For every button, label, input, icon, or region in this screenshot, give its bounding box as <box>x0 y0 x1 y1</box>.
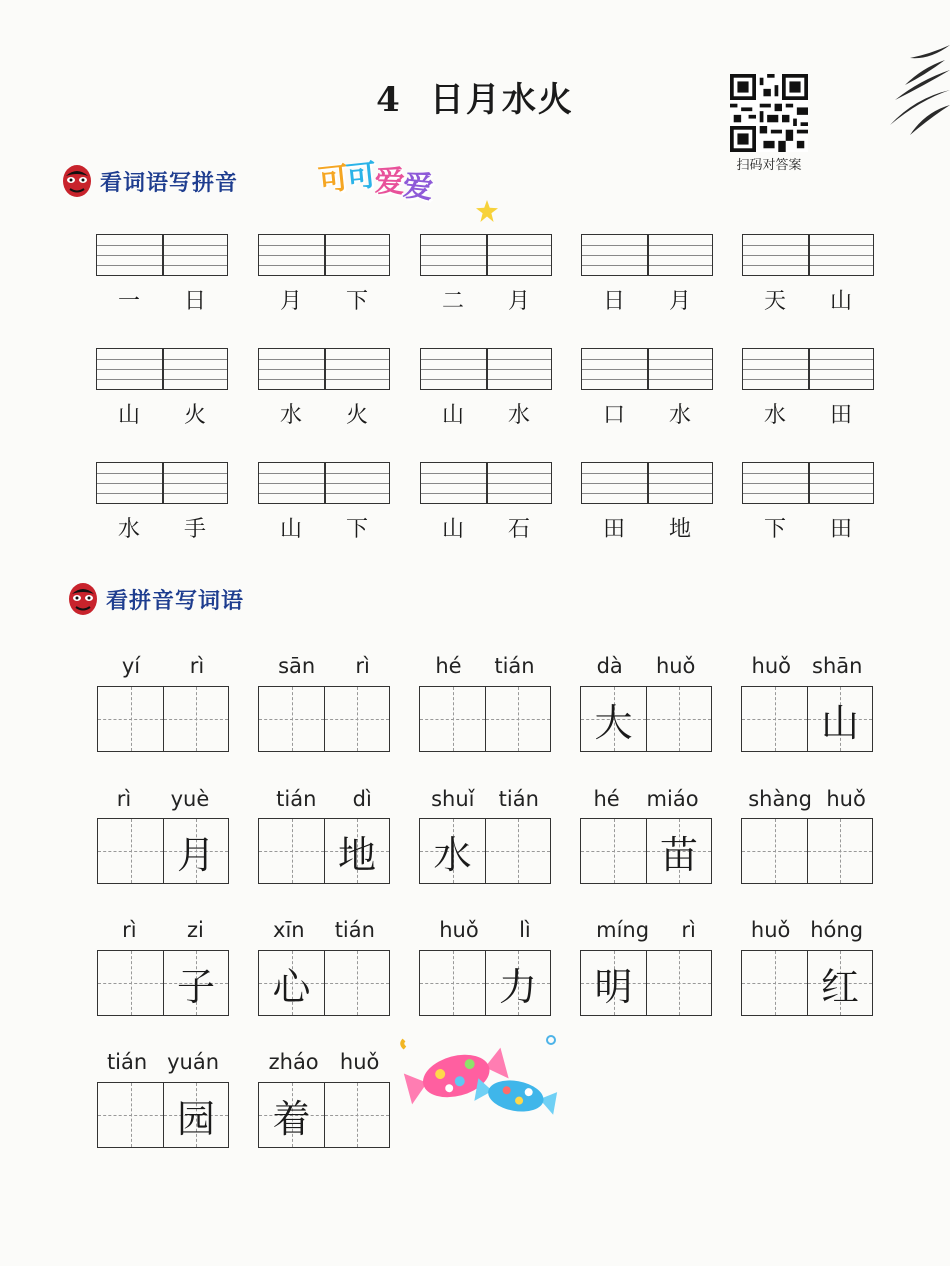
given-character <box>486 819 550 883</box>
pinyin-syllable: tián <box>494 654 535 678</box>
lesson-title: 日月水火 <box>429 80 574 120</box>
sticker-char: 爱 <box>374 164 404 200</box>
character-writing-grid <box>419 818 551 884</box>
pinyin-syllable: rì <box>116 787 132 811</box>
writing-cell[interactable] <box>420 819 485 883</box>
given-character <box>581 819 646 883</box>
writing-cell[interactable] <box>485 687 550 751</box>
word-char: 月 <box>279 289 302 314</box>
given-character <box>420 951 485 1015</box>
word-char: 日 <box>183 289 206 314</box>
writing-cell[interactable] <box>324 687 389 751</box>
pinyin-prompt <box>580 918 712 942</box>
word-char: 山 <box>117 403 140 428</box>
word-prompt <box>420 284 552 315</box>
character-writing-grid <box>258 818 390 884</box>
pinyin-prompt <box>258 787 390 811</box>
pinyin-answer-box[interactable] <box>96 462 228 504</box>
pinyin-syllable: yuè <box>170 787 210 811</box>
box-divider <box>647 235 649 275</box>
word-char: 地 <box>668 517 691 542</box>
given-character <box>325 1083 389 1147</box>
pinyin-syllable: huǒ <box>826 787 866 811</box>
sticker-char: 可 <box>316 161 349 199</box>
given-character: 心 <box>272 964 311 1009</box>
bamboo-leaves-icon <box>880 40 950 140</box>
pinyin-syllable: huǒ <box>339 1050 380 1074</box>
writing-cell[interactable] <box>98 1083 163 1147</box>
pinyin-syllable: huǒ <box>751 654 791 678</box>
star-icon <box>476 200 498 222</box>
box-divider <box>162 235 164 275</box>
box-divider <box>486 463 488 503</box>
pinyin-syllable: shuǐ <box>431 787 475 811</box>
box-divider <box>486 235 488 275</box>
pinyin-prompt <box>97 787 229 811</box>
character-writing-grid <box>741 818 873 884</box>
word-char: 水 <box>668 403 691 428</box>
pinyin-syllable: rì <box>122 918 137 942</box>
box-divider <box>162 349 164 389</box>
character-writing-grid <box>97 950 229 1016</box>
pinyin-syllable: hé <box>593 787 620 811</box>
pinyin-syllable: zháo <box>268 1050 319 1074</box>
pinyin-prompt <box>258 1050 390 1074</box>
given-character <box>259 687 324 751</box>
opera-mask-icon <box>68 582 98 616</box>
character-writing-grid <box>258 1082 390 1148</box>
word-char: 水 <box>279 403 302 428</box>
pinyin-answer-box[interactable] <box>96 348 228 390</box>
word-char: 手 <box>183 517 206 542</box>
word-char: 田 <box>602 517 625 542</box>
box-divider <box>324 463 326 503</box>
box-divider <box>162 463 164 503</box>
pinyin-syllable: hóng <box>810 918 864 942</box>
pinyin-syllable: rì <box>189 654 205 678</box>
writing-cell[interactable] <box>807 819 872 883</box>
sticker-char: 爱 <box>401 168 433 206</box>
pinyin-answer-box[interactable] <box>420 234 552 276</box>
box-divider <box>808 463 810 503</box>
word-prompt <box>742 398 874 429</box>
pinyin-answer-box[interactable] <box>258 348 390 390</box>
pinyin-prompt <box>97 654 229 678</box>
pinyin-answer-box[interactable] <box>581 462 713 504</box>
character-writing-grid <box>97 686 229 752</box>
sticker-cute <box>316 144 433 206</box>
word-prompt <box>258 512 390 543</box>
character-writing-grid <box>258 686 390 752</box>
word-prompt <box>258 284 390 315</box>
word-char: 天 <box>763 289 786 314</box>
section-label: 看词语写拼音 <box>100 170 239 196</box>
pinyin-syllable: míng <box>596 918 650 942</box>
section-label: 看拼音写词语 <box>106 588 245 614</box>
box-divider <box>324 349 326 389</box>
writing-cell[interactable] <box>324 819 389 883</box>
candy-icon <box>396 1030 561 1120</box>
given-character: 红 <box>820 964 859 1009</box>
word-prompt <box>581 398 713 429</box>
writing-cell[interactable] <box>420 687 485 751</box>
box-divider <box>486 349 488 389</box>
pinyin-prompt <box>258 918 390 942</box>
pinyin-answer-box[interactable] <box>420 348 552 390</box>
pinyin-syllable: rì <box>355 654 370 678</box>
given-character <box>259 819 324 883</box>
pinyin-syllable: huǒ <box>439 918 479 942</box>
word-char: 水 <box>763 403 786 428</box>
word-prompt <box>96 398 228 429</box>
pinyin-prompt <box>419 918 551 942</box>
pinyin-answer-box[interactable] <box>742 462 874 504</box>
character-writing-grid <box>419 686 551 752</box>
writing-cell[interactable] <box>742 687 807 751</box>
given-character: 苗 <box>659 832 698 877</box>
pinyin-prompt <box>741 654 873 678</box>
word-char: 日 <box>602 289 625 314</box>
given-character <box>164 687 228 751</box>
writing-cell[interactable] <box>259 819 324 883</box>
writing-cell[interactable] <box>485 951 550 1015</box>
pinyin-answer-box[interactable] <box>742 348 874 390</box>
pinyin-syllable: yí <box>121 654 141 678</box>
word-char: 火 <box>345 403 368 428</box>
pinyin-syllable: tián <box>498 787 539 811</box>
pinyin-prompt <box>419 787 551 811</box>
pinyin-prompt <box>741 787 873 811</box>
pinyin-prompt <box>580 787 712 811</box>
character-writing-grid <box>741 686 873 752</box>
pinyin-syllable: rì <box>681 918 696 942</box>
word-prompt <box>420 398 552 429</box>
writing-cell[interactable] <box>259 687 324 751</box>
writing-cell[interactable] <box>163 1083 228 1147</box>
given-character <box>742 819 807 883</box>
word-prompt <box>420 512 552 543</box>
box-divider <box>808 235 810 275</box>
word-char: 山 <box>279 517 302 542</box>
given-character: 大 <box>594 700 633 745</box>
pinyin-syllable: lì <box>519 918 531 942</box>
given-character <box>742 687 807 751</box>
opera-mask-icon <box>62 164 92 198</box>
word-char: 下 <box>345 517 368 542</box>
writing-cell[interactable] <box>163 687 228 751</box>
given-character <box>742 951 807 1015</box>
writing-cell[interactable] <box>98 819 163 883</box>
given-character <box>98 951 163 1015</box>
writing-cell[interactable] <box>259 1083 324 1147</box>
given-character <box>98 687 163 751</box>
pinyin-syllable: dà <box>596 654 623 678</box>
box-divider <box>647 463 649 503</box>
given-character <box>98 819 163 883</box>
word-char: 一 <box>117 289 140 314</box>
given-character <box>647 687 711 751</box>
writing-cell[interactable] <box>163 951 228 1015</box>
word-prompt <box>96 284 228 315</box>
pinyin-syllable: hé <box>435 654 462 678</box>
given-character: 着 <box>272 1096 311 1141</box>
writing-cell[interactable] <box>646 819 711 883</box>
character-writing-grid <box>258 950 390 1016</box>
writing-cell[interactable] <box>581 951 646 1015</box>
writing-cell[interactable] <box>742 951 807 1015</box>
pinyin-answer-box[interactable] <box>420 462 552 504</box>
word-prompt <box>258 398 390 429</box>
character-writing-grid <box>580 686 712 752</box>
writing-cell[interactable] <box>98 951 163 1015</box>
pinyin-syllable: shàng <box>748 787 812 811</box>
given-character: 明 <box>594 964 633 1009</box>
word-char: 下 <box>763 517 786 542</box>
word-char: 月 <box>507 289 530 314</box>
given-character: 地 <box>337 832 376 877</box>
word-prompt <box>581 284 713 315</box>
pinyin-syllable: zi <box>186 918 204 942</box>
box-divider <box>647 349 649 389</box>
character-writing-grid <box>97 818 229 884</box>
pinyin-prompt <box>419 654 551 678</box>
pinyin-prompt <box>258 654 390 678</box>
writing-cell[interactable] <box>807 687 872 751</box>
pinyin-answer-box[interactable] <box>258 462 390 504</box>
writing-cell[interactable] <box>581 819 646 883</box>
sticker-char: 可 <box>344 158 377 196</box>
pinyin-prompt <box>741 918 873 942</box>
word-char: 水 <box>117 517 140 542</box>
given-character: 月 <box>176 832 215 877</box>
given-character <box>486 687 550 751</box>
given-character <box>420 687 485 751</box>
given-character <box>647 951 711 1015</box>
word-char: 水 <box>507 403 530 428</box>
character-writing-grid <box>419 950 551 1016</box>
qr-caption: 扫码对答案 <box>736 158 802 173</box>
given-character <box>325 951 389 1015</box>
word-char: 口 <box>602 403 625 428</box>
word-char: 山 <box>441 517 464 542</box>
writing-cell[interactable] <box>259 951 324 1015</box>
pinyin-answer-box[interactable] <box>581 234 713 276</box>
given-character: 子 <box>176 964 215 1009</box>
word-char: 山 <box>441 403 464 428</box>
pinyin-prompt <box>580 654 712 678</box>
given-character <box>98 1083 163 1147</box>
given-character: 园 <box>176 1096 215 1141</box>
pinyin-syllable: tián <box>334 918 375 942</box>
pinyin-syllable: shān <box>812 654 863 678</box>
given-character: 水 <box>433 832 472 877</box>
writing-cell[interactable] <box>485 819 550 883</box>
writing-cell[interactable] <box>742 819 807 883</box>
lesson-number: 4 <box>376 80 402 120</box>
word-char: 火 <box>183 403 206 428</box>
writing-cell[interactable] <box>98 687 163 751</box>
given-character: 山 <box>820 700 859 745</box>
qr-code-icon[interactable] <box>730 74 808 152</box>
word-prompt <box>96 512 228 543</box>
pinyin-syllable: tián <box>276 787 317 811</box>
pinyin-syllable: miáo <box>646 787 699 811</box>
writing-cell[interactable] <box>324 1083 389 1147</box>
pinyin-answer-box[interactable] <box>742 234 874 276</box>
box-divider <box>808 349 810 389</box>
character-writing-grid <box>580 818 712 884</box>
pinyin-syllable: huǒ <box>655 654 696 678</box>
pinyin-syllable: sān <box>278 654 316 678</box>
word-char: 月 <box>668 289 691 314</box>
character-writing-grid <box>580 950 712 1016</box>
word-char: 山 <box>829 289 852 314</box>
pinyin-syllable: xīn <box>273 918 305 942</box>
writing-cell[interactable] <box>646 687 711 751</box>
word-char: 田 <box>829 517 852 542</box>
writing-cell[interactable] <box>163 819 228 883</box>
pinyin-answer-box[interactable] <box>96 234 228 276</box>
pinyin-syllable: yuán <box>167 1050 220 1074</box>
word-prompt <box>581 512 713 543</box>
section-header-pinyin-to-words <box>68 582 244 616</box>
word-prompt <box>742 284 874 315</box>
writing-cell[interactable] <box>420 951 485 1015</box>
word-char: 石 <box>507 517 530 542</box>
pinyin-syllable: dì <box>352 787 372 811</box>
writing-cell[interactable] <box>807 951 872 1015</box>
writing-cell[interactable] <box>581 687 646 751</box>
box-divider <box>324 235 326 275</box>
word-char: 田 <box>829 403 852 428</box>
pinyin-answer-box[interactable] <box>258 234 390 276</box>
pinyin-prompt <box>97 918 229 942</box>
word-prompt <box>742 512 874 543</box>
writing-cell[interactable] <box>646 951 711 1015</box>
section-header-words-to-pinyin <box>62 164 238 198</box>
word-char: 二 <box>441 289 464 314</box>
given-character <box>808 819 872 883</box>
word-char: 下 <box>345 289 368 314</box>
pinyin-answer-box[interactable] <box>581 348 713 390</box>
pinyin-syllable: huǒ <box>750 918 791 942</box>
pinyin-syllable: tián <box>106 1050 148 1074</box>
pinyin-prompt <box>97 1050 229 1074</box>
given-character <box>325 687 389 751</box>
character-writing-grid <box>741 950 873 1016</box>
writing-cell[interactable] <box>324 951 389 1015</box>
character-writing-grid <box>97 1082 229 1148</box>
given-character: 力 <box>498 964 537 1009</box>
